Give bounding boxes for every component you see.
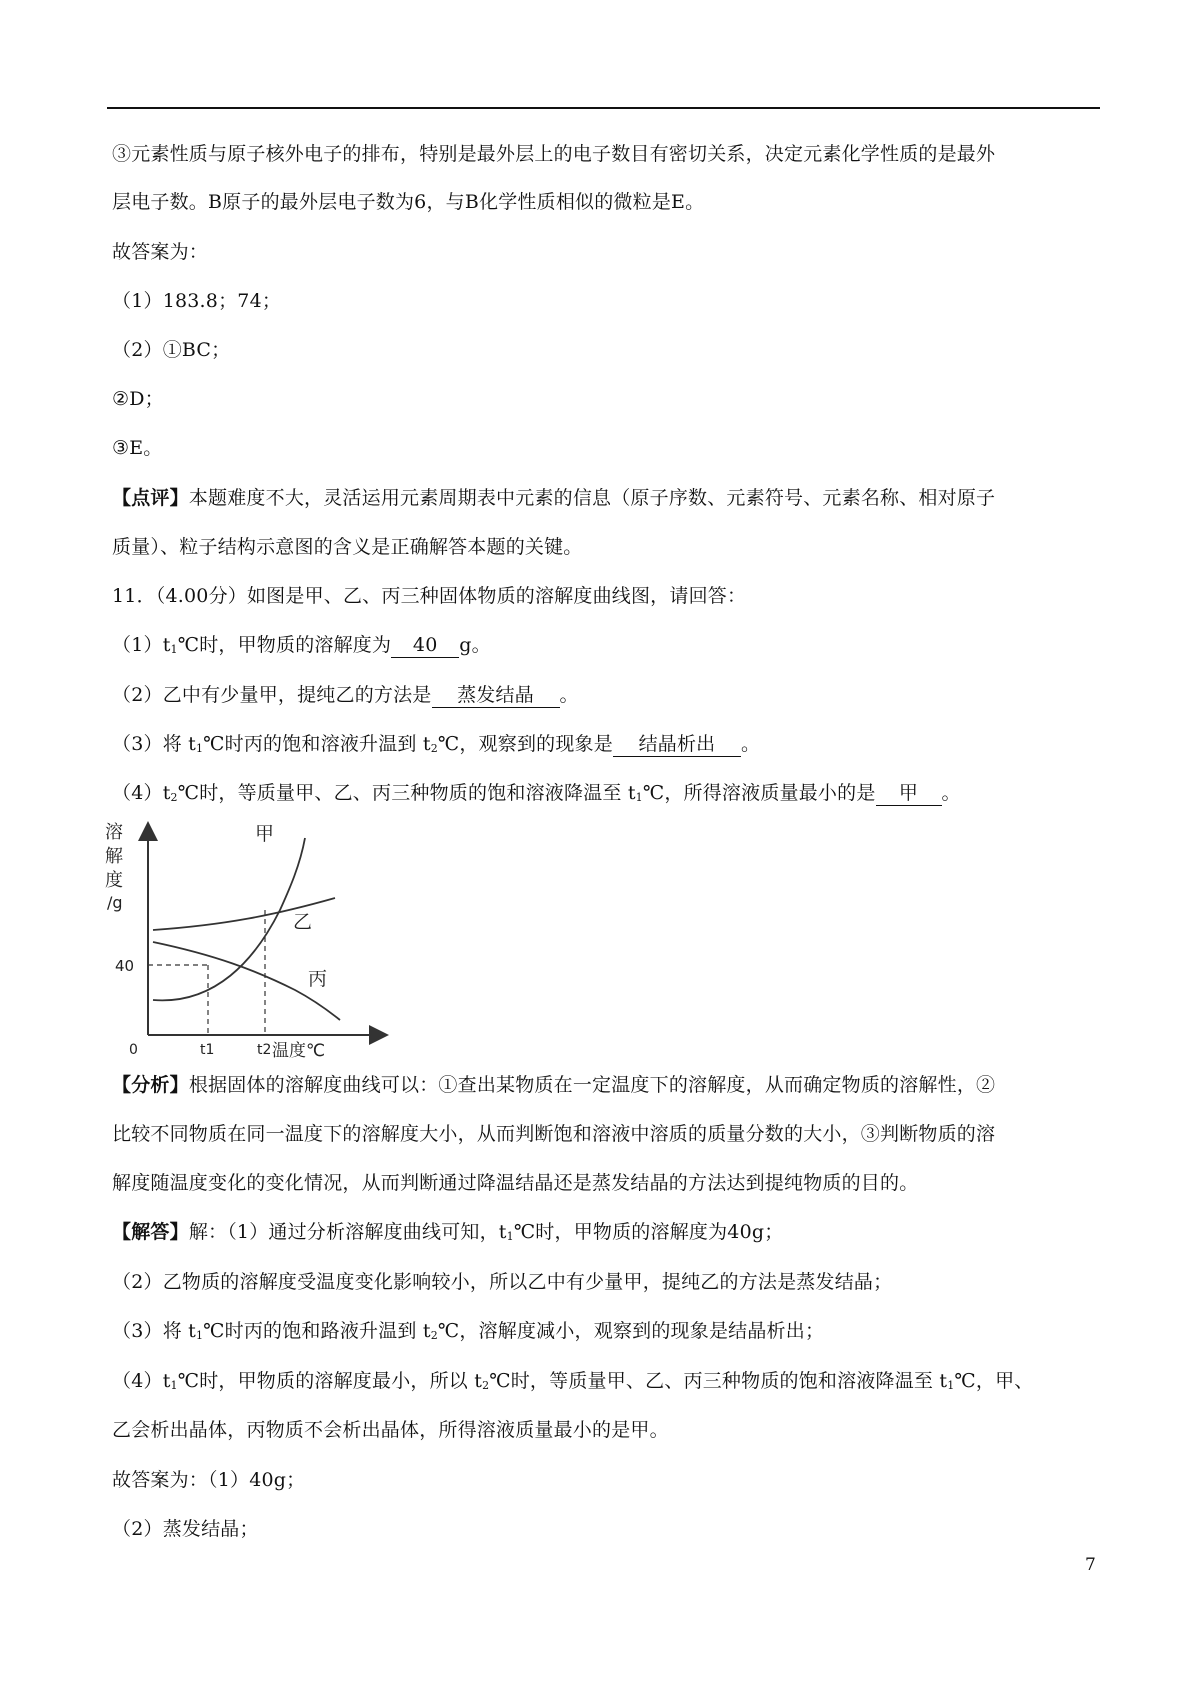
text: （3）将 t: [112, 733, 196, 755]
text-line: （2）①BC；: [112, 339, 231, 361]
comment-line: [112, 484, 1102, 512]
text: ℃时，等质量甲、乙、丙三种物质的饱和溶液降温至 t: [489, 1370, 948, 1392]
text: （4）t: [112, 1370, 171, 1392]
text: 。: [740, 733, 761, 755]
text-line: 层电子数。B原子的最外层电子数为6，与B化学性质相似的微粒是E。: [112, 191, 705, 213]
text: （4）t: [112, 782, 171, 804]
text: ℃时，甲物质的溶解度最小，所以 t: [177, 1370, 483, 1392]
question-part-4: [112, 779, 1102, 807]
text: 。: [941, 782, 961, 804]
text-line: 质量）、粒子结构示意图的含义是正确解答本题的关键。: [112, 536, 583, 558]
subscript: 1: [170, 1379, 178, 1392]
series-label-jia: 甲: [255, 823, 275, 845]
analysis-tag: 【分析】: [112, 1074, 189, 1096]
text: 。: [559, 684, 579, 706]
curve-jia: [153, 838, 305, 1000]
series-label-yi: 乙: [293, 911, 313, 933]
subscript: 2: [430, 742, 438, 755]
text-line: ③E。: [112, 437, 163, 459]
xtick-label: t2: [257, 1042, 272, 1058]
question-part-3: [112, 730, 1102, 758]
subscript: 1: [195, 1329, 204, 1342]
text: g。: [459, 634, 491, 656]
text: ℃时，甲物质的溶解度为: [177, 634, 392, 656]
text: （3）将 t: [112, 1320, 196, 1342]
subscript: 2: [482, 1379, 490, 1392]
text: ℃，观察到的现象是: [437, 733, 613, 755]
text-line: ③元素性质与原子核外电子的排布，特别是最外层上的电子数目有密切关系，决定元素化学性质的是最外: [112, 143, 996, 165]
xtick-label: t1: [200, 1042, 215, 1058]
text: ℃时，甲物质的溶解度为40g；: [513, 1221, 784, 1243]
answer-blank: 甲: [876, 781, 942, 806]
subscript: 1: [947, 1379, 955, 1392]
answer-tag: 【解答】: [112, 1221, 189, 1243]
answer-part-4: [112, 1367, 1102, 1395]
answer-part-3: [112, 1317, 1102, 1345]
analysis-text: 根据固体的溶解度曲线可以：①查出某物质在一定温度下的溶解度，从而确定物质的溶解性，②: [188, 1074, 996, 1096]
text-line: 乙会析出晶体，丙物质不会析出晶体，所得溶液质量最小的是甲。: [112, 1419, 669, 1441]
text: ℃，溶解度减小，观察到的现象是结晶析出；: [437, 1320, 825, 1342]
text-line: （2）蒸发结晶；: [112, 1518, 259, 1540]
subscript: 2: [430, 1329, 438, 1342]
text: ℃时，等质量甲、乙、丙三种物质的饱和溶液降温至 t: [177, 782, 636, 804]
origin-label: 0: [129, 1042, 138, 1058]
page-number: 7: [1085, 1555, 1096, 1575]
text-line: （1）183.8；74；: [112, 290, 282, 312]
comment-tag: 【点评】: [112, 487, 189, 509]
text: 解：（1）通过分析溶解度曲线可知，t: [188, 1221, 507, 1243]
subscript: 1: [170, 643, 178, 656]
comment-text: 本题难度不大，灵活运用元素周期表中元素的信息（原子序数、元素符号、元素名称、相对原子: [188, 487, 996, 509]
answer-blank: 40: [391, 633, 459, 658]
text: ℃时丙的饱和路液升温到 t: [203, 1320, 431, 1342]
subscript: 1: [635, 791, 643, 804]
text: （1）t: [112, 634, 171, 656]
question-11: 11．（4.00分）如图是甲、乙、丙三种固体物质的溶解度曲线图，请回答：: [112, 585, 747, 607]
subscript: 1: [195, 742, 204, 755]
text: ℃时丙的饱和溶液升温到 t: [203, 733, 431, 755]
text-line: ②D；: [112, 388, 164, 410]
ytick-label: 40: [115, 957, 135, 975]
subscript: 2: [170, 791, 178, 804]
text-line: 故答案为：（1）40g；: [112, 1469, 306, 1491]
question-part-1: [112, 631, 1102, 659]
ylabel-char: /g: [107, 893, 123, 912]
text: ℃，甲、: [954, 1370, 1034, 1392]
question-part-2: [112, 681, 1102, 709]
text: ℃，所得溶液质量最小的是: [642, 782, 876, 804]
text-line: 故答案为：: [112, 241, 209, 263]
subscript: 1: [506, 1230, 514, 1243]
answer-blank: 结晶析出: [613, 732, 741, 757]
text-line: 比较不同物质在同一温度下的溶解度大小，从而判断饱和溶液中溶质的质量分数的大小，③判断物质的溶: [112, 1123, 996, 1145]
solubility-chart: [105, 810, 405, 1060]
text: （2）乙中有少量甲，提纯乙的方法是: [112, 684, 432, 706]
text-line: （2）乙物质的溶解度受温度变化影响较小，所以乙中有少量甲，提纯乙的方法是蒸发结晶；: [112, 1271, 893, 1293]
xlabel: 温度℃: [272, 1041, 326, 1060]
ylabel-char: 溶: [105, 822, 123, 843]
header-rule: [107, 107, 1100, 109]
answer-blank: 蒸发结晶: [432, 683, 560, 708]
analysis-line: [112, 1071, 1102, 1099]
ylabel-char: 度: [105, 870, 123, 891]
text-line: 解度随温度变化的变化情况，从而判断通过降温结晶还是蒸发结晶的方法达到提纯物质的目的。: [112, 1172, 919, 1194]
series-label-bing: 丙: [308, 968, 328, 990]
answer-line: [112, 1218, 1102, 1246]
ylabel-char: 解: [105, 846, 123, 867]
